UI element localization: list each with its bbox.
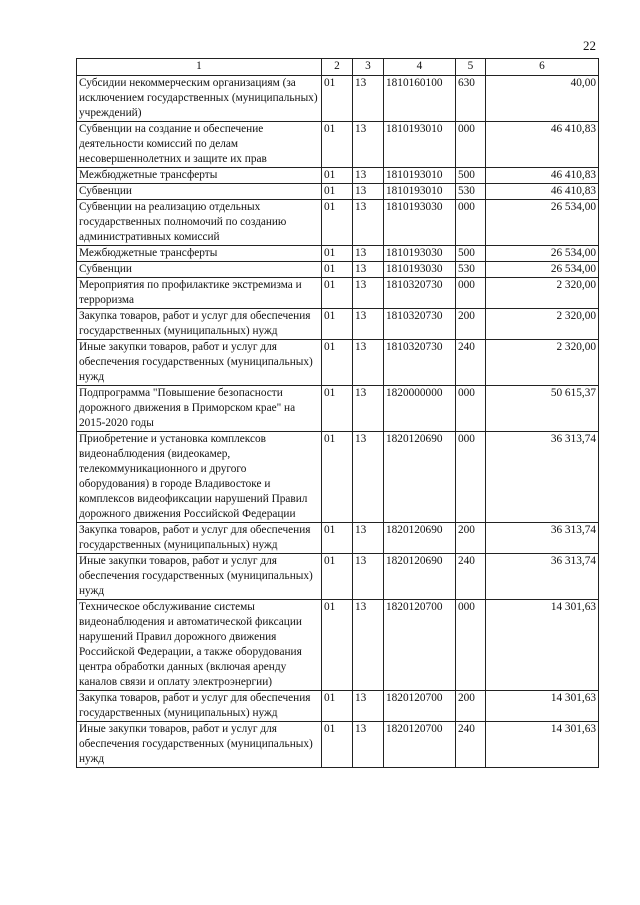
table-row [77, 386, 599, 432]
section-code-cell: 01 [322, 278, 353, 309]
target-article-cell: 1820120700 [384, 691, 456, 722]
section-code-cell: 01 [322, 386, 353, 432]
column-header-1: 1 [77, 59, 322, 76]
target-article-cell: 1810320730 [384, 309, 456, 340]
target-article-cell: 1810193010 [384, 168, 456, 184]
table-row [77, 309, 599, 340]
table-row [77, 600, 599, 691]
subsection-code-cell: 13 [353, 309, 384, 340]
target-article-cell: 1820120690 [384, 554, 456, 600]
expense-type-cell: 240 [456, 340, 486, 386]
expense-type-cell: 000 [456, 386, 486, 432]
target-article-cell: 1810193030 [384, 246, 456, 262]
subsection-code-cell: 13 [353, 262, 384, 278]
expense-type-cell: 200 [456, 309, 486, 340]
subsection-code-cell: 13 [353, 340, 384, 386]
expense-type-cell: 000 [456, 600, 486, 691]
target-article-cell: 1810193010 [384, 122, 456, 168]
target-article-cell: 1820120700 [384, 722, 456, 768]
expense-name-cell: Межбюджетные трансферты [77, 246, 322, 262]
subsection-code-cell: 13 [353, 722, 384, 768]
amount-cell: 36 313,74 [486, 523, 599, 554]
section-code-cell: 01 [322, 200, 353, 246]
expense-name-cell: Иные закупки товаров, работ и услуг для обеспечения государственных (муниципальных) нужд [77, 340, 322, 386]
expense-name-cell: Закупка товаров, работ и услуг для обеспечения государственных (муниципальных) нужд [77, 309, 322, 340]
subsection-code-cell: 13 [353, 246, 384, 262]
column-header-2: 2 [322, 59, 353, 76]
target-article-cell: 1810320730 [384, 278, 456, 309]
target-article-cell: 1810193030 [384, 262, 456, 278]
target-article-cell: 1820120690 [384, 432, 456, 523]
table-row [77, 432, 599, 523]
subsection-code-cell: 13 [353, 184, 384, 200]
section-code-cell: 01 [322, 168, 353, 184]
expense-type-cell: 200 [456, 523, 486, 554]
expense-name-cell: Подпрограмма "Повышение безопасности дорожного движения в Приморском крае" на 2015-2020 годы [77, 386, 322, 432]
amount-cell: 50 615,37 [486, 386, 599, 432]
target-article-cell: 1810160100 [384, 76, 456, 122]
subsection-code-cell: 13 [353, 278, 384, 309]
section-code-cell: 01 [322, 246, 353, 262]
column-header-5: 5 [456, 59, 486, 76]
section-code-cell: 01 [322, 691, 353, 722]
expense-type-cell: 000 [456, 122, 486, 168]
section-code-cell: 01 [322, 722, 353, 768]
amount-cell: 2 320,00 [486, 340, 599, 386]
expense-name-cell: Техническое обслуживание системы видеонаблюдения и автоматической фиксации нарушений Правил дорожного движения Российской Федерации, а также оборудования центра обработки данных (включая аренду каналов связи и оплату электроэнергии) [77, 600, 322, 691]
expense-type-cell: 500 [456, 246, 486, 262]
target-article-cell: 1810193030 [384, 200, 456, 246]
amount-cell: 36 313,74 [486, 554, 599, 600]
expense-name-cell: Закупка товаров, работ и услуг для обеспечения государственных (муниципальных) нужд [77, 691, 322, 722]
expense-name-cell: Иные закупки товаров, работ и услуг для обеспечения государственных (муниципальных) нужд [77, 554, 322, 600]
table-row [77, 523, 599, 554]
table-row [77, 340, 599, 386]
expense-name-cell: Субвенции [77, 184, 322, 200]
amount-cell: 2 320,00 [486, 278, 599, 309]
subsection-code-cell: 13 [353, 168, 384, 184]
expense-type-cell: 240 [456, 554, 486, 600]
table-row [77, 262, 599, 278]
expense-type-cell: 000 [456, 432, 486, 523]
subsection-code-cell: 13 [353, 554, 384, 600]
expense-name-cell: Закупка товаров, работ и услуг для обеспечения государственных (муниципальных) нужд [77, 523, 322, 554]
table-row [77, 691, 599, 722]
target-article-cell: 1810193010 [384, 184, 456, 200]
subsection-code-cell: 13 [353, 691, 384, 722]
target-article-cell: 1820000000 [384, 386, 456, 432]
budget-table [76, 58, 599, 768]
table-row [77, 76, 599, 122]
amount-cell: 26 534,00 [486, 200, 599, 246]
expense-name-cell: Субвенции на реализацию отдельных государственных полномочий по созданию административных комиссий [77, 200, 322, 246]
table-row [77, 122, 599, 168]
subsection-code-cell: 13 [353, 523, 384, 554]
amount-cell: 46 410,83 [486, 184, 599, 200]
expense-name-cell: Межбюджетные трансферты [77, 168, 322, 184]
target-article-cell: 1820120690 [384, 523, 456, 554]
table-row [77, 278, 599, 309]
expense-type-cell: 000 [456, 278, 486, 309]
amount-cell: 46 410,83 [486, 168, 599, 184]
table-row [77, 184, 599, 200]
table-row [77, 246, 599, 262]
section-code-cell: 01 [322, 76, 353, 122]
expense-type-cell: 530 [456, 184, 486, 200]
table-row [77, 200, 599, 246]
amount-cell: 14 301,63 [486, 722, 599, 768]
table-row [77, 722, 599, 768]
expense-type-cell: 500 [456, 168, 486, 184]
expense-type-cell: 000 [456, 200, 486, 246]
section-code-cell: 01 [322, 432, 353, 523]
expense-name-cell: Иные закупки товаров, работ и услуг для обеспечения государственных (муниципальных) нужд [77, 722, 322, 768]
subsection-code-cell: 13 [353, 76, 384, 122]
amount-cell: 36 313,74 [486, 432, 599, 523]
column-header-4: 4 [384, 59, 456, 76]
column-header-6: 6 [486, 59, 599, 76]
expense-type-cell: 630 [456, 76, 486, 122]
expense-name-cell: Мероприятия по профилактике экстремизма и терроризма [77, 278, 322, 309]
column-header-3: 3 [353, 59, 384, 76]
table-row [77, 554, 599, 600]
amount-cell: 46 410,83 [486, 122, 599, 168]
section-code-cell: 01 [322, 340, 353, 386]
subsection-code-cell: 13 [353, 600, 384, 691]
expense-name-cell: Приобретение и установка комплексов видеонаблюдения (видеокамер, телекоммуникационного и другого оборудования) в городе Владивостоке и комплексов видеофиксации нарушений Правил дорожного движения Российской Федерации [77, 432, 322, 523]
page-number: 22 [583, 38, 596, 53]
expense-name-cell: Субсидии некоммерческим организациям (за исключением государственных (муниципальных) учреждений) [77, 76, 322, 122]
subsection-code-cell: 13 [353, 386, 384, 432]
amount-cell: 40,00 [486, 76, 599, 122]
amount-cell: 14 301,63 [486, 600, 599, 691]
section-code-cell: 01 [322, 600, 353, 691]
expense-type-cell: 200 [456, 691, 486, 722]
subsection-code-cell: 13 [353, 122, 384, 168]
section-code-cell: 01 [322, 523, 353, 554]
expense-type-cell: 240 [456, 722, 486, 768]
section-code-cell: 01 [322, 309, 353, 340]
subsection-code-cell: 13 [353, 200, 384, 246]
target-article-cell: 1810320730 [384, 340, 456, 386]
section-code-cell: 01 [322, 554, 353, 600]
section-code-cell: 01 [322, 184, 353, 200]
expense-name-cell: Субвенции на создание и обеспечение деятельности комиссий по делам несовершеннолетних и защите их прав [77, 122, 322, 168]
target-article-cell: 1820120700 [384, 600, 456, 691]
amount-cell: 14 301,63 [486, 691, 599, 722]
section-code-cell: 01 [322, 122, 353, 168]
expense-type-cell: 530 [456, 262, 486, 278]
amount-cell: 26 534,00 [486, 262, 599, 278]
section-code-cell: 01 [322, 262, 353, 278]
expense-name-cell: Субвенции [77, 262, 322, 278]
subsection-code-cell: 13 [353, 432, 384, 523]
amount-cell: 26 534,00 [486, 246, 599, 262]
table-body [77, 76, 599, 768]
header-row [77, 59, 599, 76]
table-row [77, 168, 599, 184]
amount-cell: 2 320,00 [486, 309, 599, 340]
